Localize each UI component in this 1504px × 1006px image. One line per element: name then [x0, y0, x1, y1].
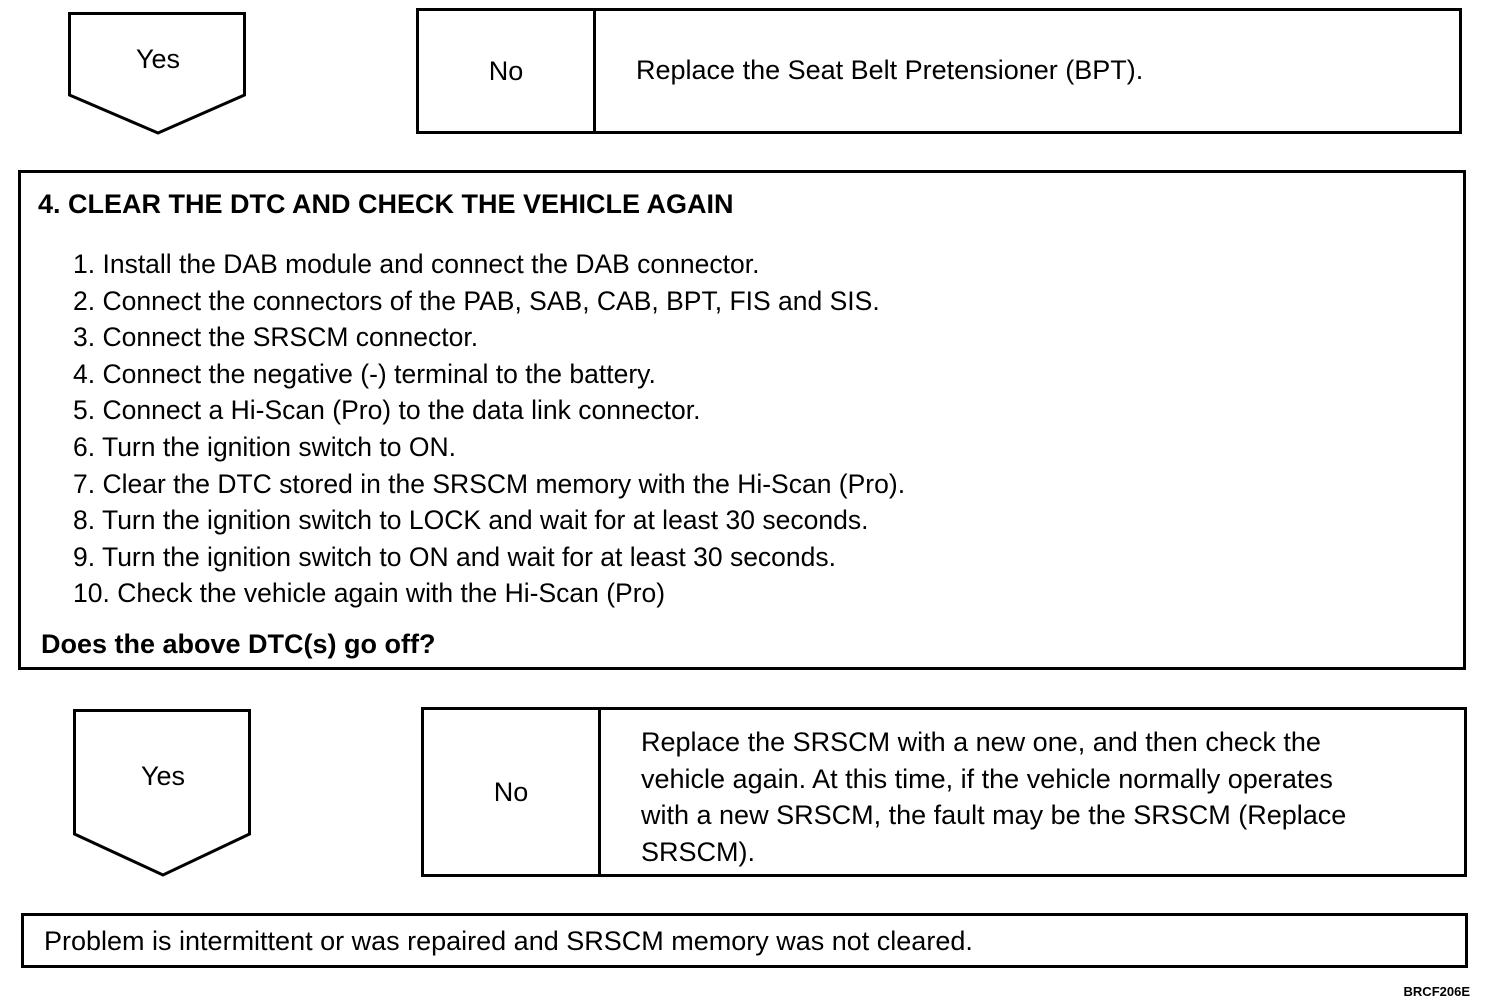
no-action-bottom-line: Replace the SRSCM with a new one, and then check the [641, 727, 1321, 757]
yes-arrow-top [68, 12, 248, 138]
step4-item: 6. Turn the ignition switch to ON. [73, 431, 456, 462]
step4-item: 3. Connect the SRSCM connector. [73, 322, 479, 353]
no-action-bottom-line: SRSCM). [641, 836, 755, 867]
yes-label-top: Yes [135, 44, 181, 74]
no-action-bottom-line: vehicle again. At this time, if the vehicle normally operates [641, 763, 1333, 794]
no-box-top [416, 8, 1462, 134]
step4-item: 10. Check the vehicle again with the Hi-Scan (Pro) [73, 578, 666, 609]
step4-title: 4. CLEAR THE DTC AND CHECK THE VEHICLE AGAIN [38, 189, 734, 219]
step4-box [18, 170, 1466, 670]
step4-item: 5. Connect a Hi-Scan (Pro) to the data link connector. [73, 395, 701, 426]
no-action-bottom [601, 710, 1346, 874]
final-result-text: Problem is intermittent or was repaired and SRSCM memory was not cleared. [44, 926, 973, 956]
step4-item: 2. Connect the connectors of the PAB, SAB, CAB, BPT, FIS and SIS. [73, 285, 880, 316]
step4-item: 1. Install the DAB module and connect the DAB connector. [73, 249, 760, 279]
yes-arrow-bottom [73, 709, 253, 879]
no-action-top: Replace the Seat Belt Pretensioner (BPT). [636, 55, 1144, 85]
step4-item: 4. Connect the negative (-) terminal to the battery. [73, 358, 656, 389]
step4-question: Does the above DTC(s) go off? [41, 629, 436, 659]
final-result-box [21, 913, 1468, 968]
no-action-bottom-line: with a new SRSCM, the fault may be the SRSCM (Replace [641, 800, 1347, 830]
step4-instruction-list [73, 246, 905, 612]
no-label-bottom: No [424, 710, 601, 874]
figure-code: BRCF206E [1403, 984, 1470, 999]
yes-label-bottom: Yes [140, 761, 186, 791]
no-label-top: No [419, 11, 596, 131]
step4-item: 8. Turn the ignition switch to LOCK and wait for at least 30 seconds. [73, 505, 869, 536]
step4-item: 9. Turn the ignition switch to ON and wait for at least 30 seconds. [73, 541, 837, 572]
no-box-bottom [421, 707, 1467, 877]
step4-item: 7. Clear the DTC stored in the SRSCM memory with the Hi-Scan (Pro). [73, 468, 906, 499]
